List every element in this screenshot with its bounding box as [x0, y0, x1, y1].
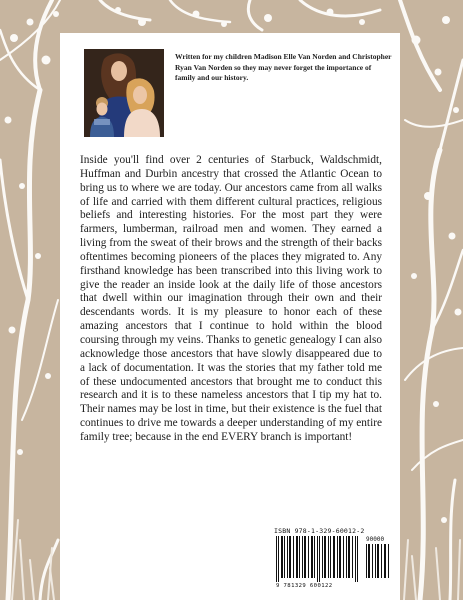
isbn-barcode [272, 527, 394, 593]
isbn-label: ISBN 978-1-329-60012-2 [274, 527, 365, 535]
price-code: 90000 [366, 536, 385, 543]
barcode-bars [272, 536, 394, 584]
family-portrait-photo [84, 49, 164, 137]
barcode-digits: 9 781329 600122 [276, 583, 333, 589]
back-cover-description: Inside you'll find over 2 centuries of Starbuck, Waldschmidt, Huffman and Durbin ancestry that crossed the Atlantic Ocean to bring us to where we are today. Our ancestors came from all walks of life and carried with them different cultural practices, religious beliefs and interesting histories. For the most part they were farmers, lumberman, railroad men and women. They earned a living from the sweat of their brows and the strength of their backs oftentimes becoming pioneers of the places they migrated to. Any firsthand knowledge has been transcribed into this living work to give the reader an inside look at the daily life of those ancestors that dwell within our imagination through their own and their descendants words. It is my pleasure to honor each of these amazing ancestors that I continue to hold within the blood coursing through my veins. Thanks to genetic genealogy I can also acknowledge those ancestors that have slowly disappeared due to a lack of documentation. It was the stories that my father told me of these undocumented ancestors that brought me to conduct this research and it is to these nameless ancestors that I tip my hat to. Their names may be lost in time, but their existence is the fuel that continues to drive me towards a deeper understanding of my entire family tree; because in the end EVERY branch is important! [80, 154, 382, 443]
dedication-text: Written for my children Madison Elle Van Norden and Christopher Ryan Van Norden so they may never forget the importance of family and our history. [175, 52, 392, 82]
